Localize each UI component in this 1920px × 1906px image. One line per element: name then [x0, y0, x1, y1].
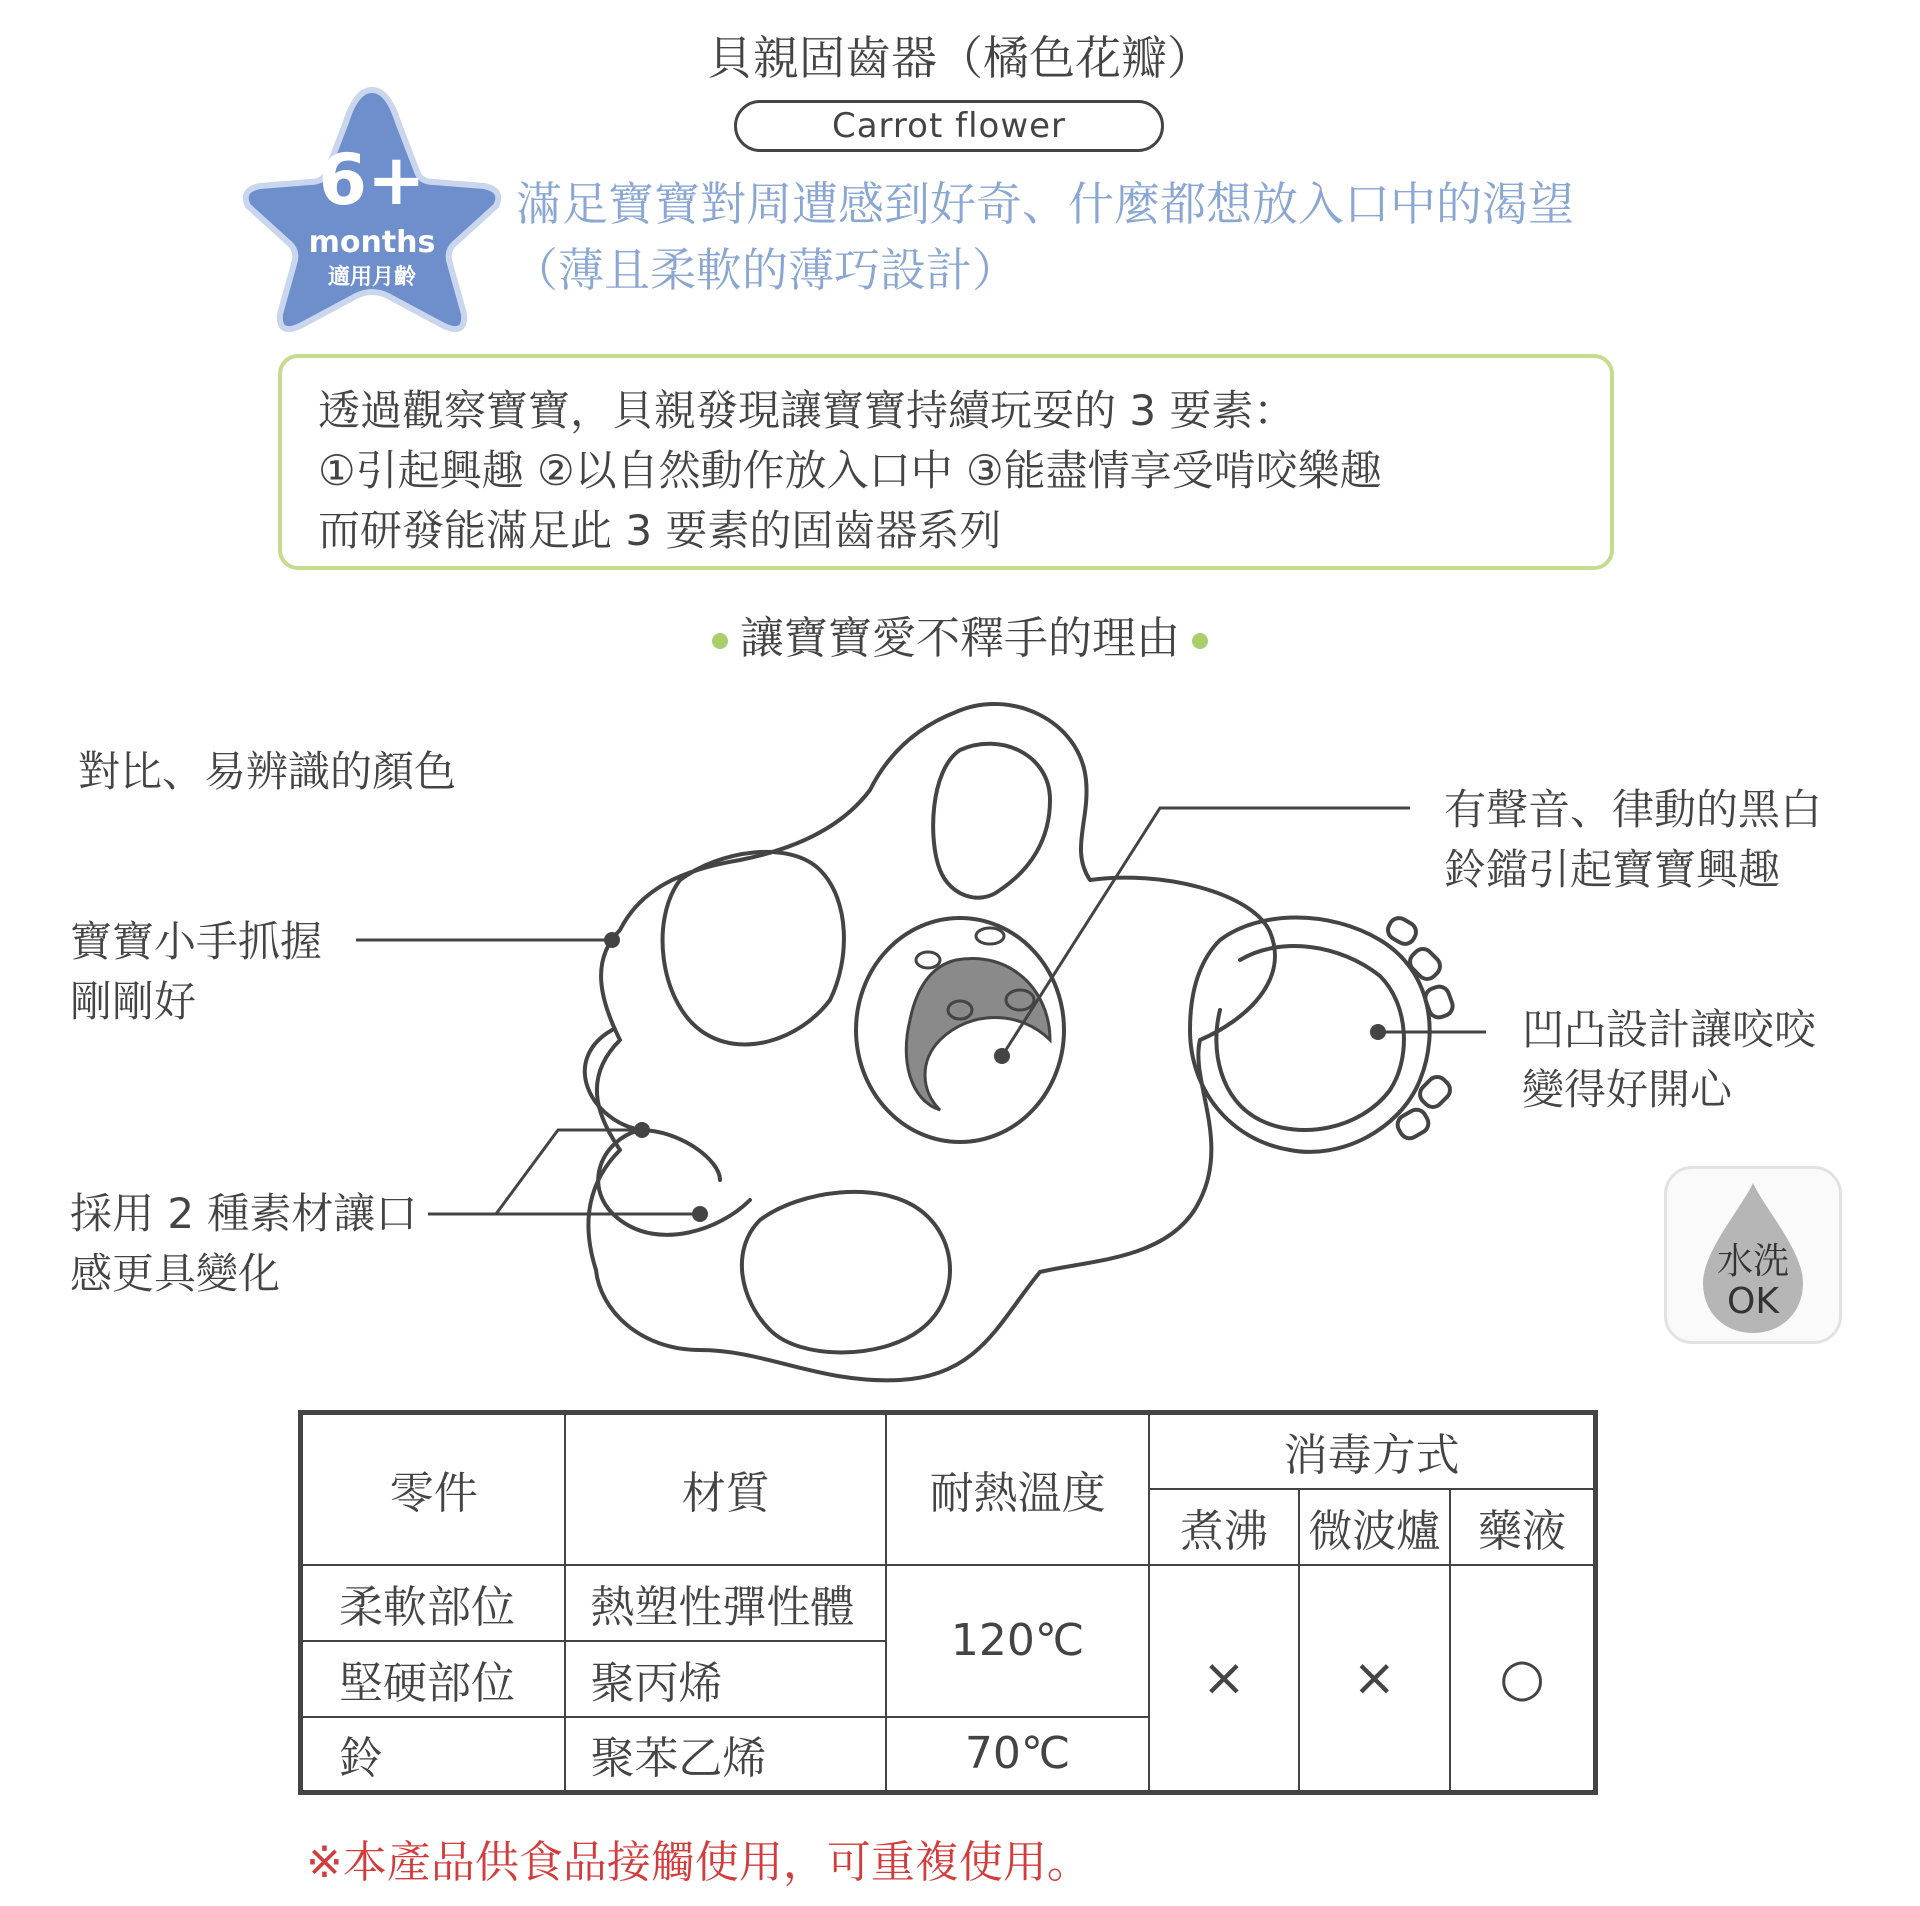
feature-material-line2: 感更具變化	[70, 1249, 281, 1298]
rattle-ball	[906, 958, 1050, 1110]
sterilize-chemical: ○	[1450, 1565, 1595, 1793]
sterilize-boil: ×	[1149, 1565, 1298, 1793]
header-sterilize: 消毒方式	[1149, 1413, 1595, 1489]
features-heading-text: 讓寶寶愛不釋手的理由	[740, 613, 1180, 664]
spec-table	[298, 1410, 1598, 1795]
header-heat: 耐熱溫度	[886, 1413, 1149, 1565]
star-icon	[238, 82, 506, 340]
water-drop-icon	[1667, 1169, 1839, 1341]
feature-bumps-line2: 變得好開心	[1522, 1065, 1733, 1114]
sterilize-microwave: ×	[1299, 1565, 1450, 1793]
features-heading	[0, 602, 1920, 666]
tagline-line1: 滿足寶寶對周遭感到好奇、什麼都想放入口中的渴望	[516, 177, 1574, 231]
leader-material-b	[496, 1130, 642, 1214]
wash-line1: 水洗	[1716, 1241, 1790, 1282]
feature-contrast: 對比、易辨識的顏色	[78, 747, 457, 796]
badge-number: 6+	[318, 139, 426, 221]
intro-line3: 而研發能滿足此 3 要素的固齒器系列	[318, 506, 1002, 555]
feature-rattle-line1: 有聲音、律動的黑白	[1444, 785, 1823, 834]
header-part: 零件	[301, 1413, 566, 1565]
washable-badge	[1664, 1166, 1842, 1344]
row-part: 鈴	[301, 1717, 566, 1793]
feature-rattle-line2: 鈴鐺引起寶寶興趣	[1444, 845, 1781, 894]
feature-grip-line1: 寶寶小手抓握	[70, 917, 323, 966]
tagline-line2: （薄且柔軟的薄巧設計）	[512, 243, 1018, 297]
age-badge	[238, 82, 506, 340]
intro-line1: 透過觀察寶寶，貝親發現讓寶寶持續玩耍的 3 要素：	[318, 386, 1296, 435]
header-chemical: 藥液	[1450, 1489, 1595, 1565]
bullet-dot-icon	[712, 633, 728, 649]
row-part: 柔軟部位	[301, 1565, 566, 1641]
wash-line2: OK	[1727, 1281, 1779, 1322]
table-row	[301, 1565, 1596, 1641]
product-title: 貝親固齒器（橘色花瓣）	[707, 31, 1213, 85]
row-material: 聚苯乙烯	[565, 1717, 886, 1793]
row-material: 聚丙烯	[565, 1641, 886, 1717]
product-english-name: Carrot flower	[734, 100, 1164, 152]
header-microwave: 微波爐	[1299, 1489, 1450, 1565]
feature-material-line1: 採用 2 種素材讓口	[70, 1189, 418, 1238]
badge-caption: 適用月齡	[327, 265, 417, 290]
heat-soft-hard: 120℃	[886, 1565, 1149, 1717]
row-material: 熱塑性彈性體	[565, 1565, 886, 1641]
footnote: ※本產品供食品接觸使用，可重複使用。	[306, 1837, 1091, 1888]
row-part: 堅硬部位	[301, 1641, 566, 1717]
header-boil: 煮沸	[1149, 1489, 1298, 1565]
intro-line2: ①引起興趣 ②以自然動作放入口中 ③能盡情享受啃咬樂趣	[318, 446, 1382, 495]
bullet-dot-icon	[1192, 633, 1208, 649]
feature-grip-line2: 剛剛好	[70, 977, 197, 1026]
feature-bumps-line1: 凹凸設計讓咬咬	[1522, 1005, 1817, 1054]
badge-unit: months	[308, 225, 436, 260]
heat-bell: 70℃	[886, 1717, 1149, 1793]
header-material: 材質	[565, 1413, 886, 1565]
